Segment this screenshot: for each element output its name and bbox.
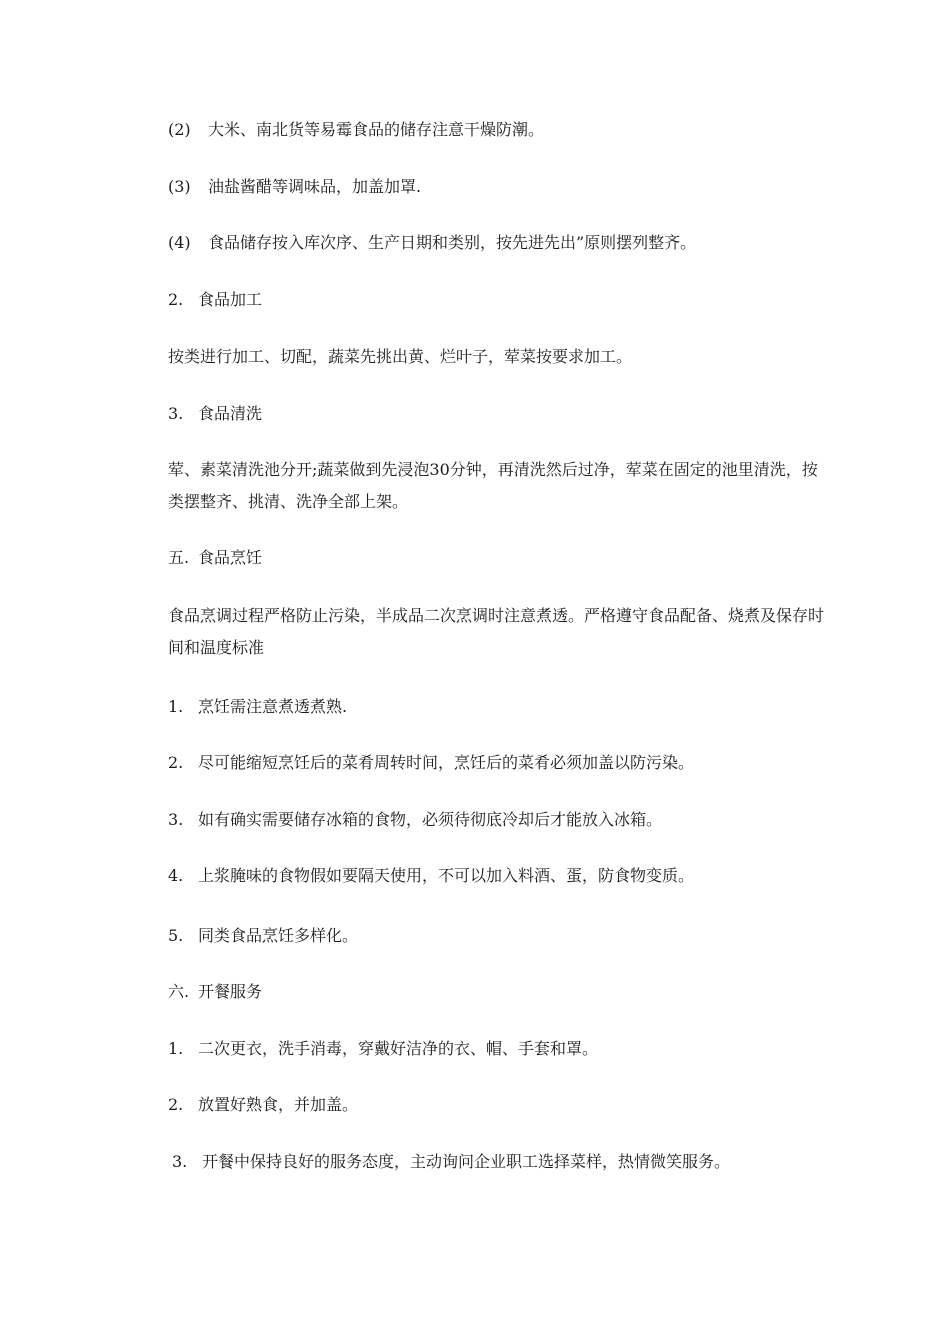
list-item-cooking-2 <box>168 753 828 773</box>
item-number: 五. <box>168 548 190 567</box>
list-item-storage-4 <box>168 233 828 253</box>
item-number: 4. <box>168 866 184 885</box>
section-heading-food-washing <box>168 404 828 424</box>
item-number: (4) <box>168 233 191 252</box>
item-number: 2. <box>168 753 184 772</box>
item-text: 食品加工 <box>198 290 263 309</box>
item-number: 1. <box>168 1039 184 1058</box>
item-text: 开餐服务 <box>198 982 263 1001</box>
item-text: 烹饪需注意煮透煮熟. <box>198 697 348 716</box>
section-heading-meal-service <box>168 982 828 1002</box>
item-number: 3. <box>168 404 184 423</box>
list-item-service-2 <box>168 1095 828 1115</box>
item-text: 食品清洗 <box>198 404 263 423</box>
paragraph-cooking <box>108 600 828 664</box>
paragraph-food-washing <box>108 454 828 518</box>
item-text: 食品储存按入库次序、生产日期和类别，按先进先出”原则摆列整齐。 <box>208 233 697 252</box>
item-text: 二次更衣，洗手消毒，穿戴好洁净的衣、帽、手套和罩。 <box>198 1039 599 1058</box>
paragraph-text: 食品烹调过程严格防止污染，半成品二次烹调时注意煮透。严格遵守食品配备、烧煮及保存时间和温度标准 <box>168 606 825 657</box>
item-text: 放置好熟食，并加盖。 <box>198 1095 359 1114</box>
item-number: 2. <box>168 1095 184 1114</box>
list-item-storage-3 <box>168 177 828 197</box>
item-text: 食品烹饪 <box>198 548 263 567</box>
item-number: 六. <box>168 982 190 1001</box>
list-item-cooking-1 <box>168 697 828 717</box>
item-number: 5. <box>168 926 184 945</box>
section-heading-food-processing <box>168 290 828 310</box>
item-number: 2. <box>168 290 184 309</box>
list-item-cooking-3 <box>168 810 828 830</box>
item-number: 3. <box>172 1152 188 1171</box>
section-heading-cooking <box>168 548 828 568</box>
item-number: (2) <box>168 120 191 139</box>
item-text: 如有确实需要储存冰箱的食物，必须待彻底冷却后才能放入冰箱。 <box>198 810 663 829</box>
paragraph-text: 按类进行加工、切配，蔬菜先挑出黄、烂叶子，荤菜按要求加工。 <box>168 347 633 366</box>
paragraph-food-processing <box>168 347 828 367</box>
list-item-storage-2 <box>168 120 828 140</box>
item-text: 上浆腌味的食物假如要隔天使用，不可以加入料酒、蛋，防食物变质。 <box>198 866 695 885</box>
item-number: 1. <box>168 697 184 716</box>
list-item-service-3 <box>172 1152 832 1172</box>
list-item-cooking-4 <box>168 866 828 886</box>
paragraph-text: 荤、素菜清洗池分开;蔬菜做到先浸泡30分钟，再清洗然后过净，荤菜在固定的池里清洗，按类摆整齐、挑清、洗净全部上架。 <box>168 460 818 511</box>
item-text: 开餐中保持良好的服务态度，主动询问企业职工选择菜样，热情微笑服务。 <box>202 1152 731 1171</box>
list-item-cooking-5 <box>168 926 828 946</box>
item-number: (3) <box>168 177 191 196</box>
item-text: 同类食品烹饪多样化。 <box>198 926 359 945</box>
item-text: 油盐酱醋等调味品，加盖加罩. <box>208 177 422 196</box>
item-text: 大米、南北货等易霉食品的储存注意干燥防潮。 <box>208 120 545 139</box>
item-number: 3. <box>168 810 184 829</box>
list-item-service-1 <box>168 1039 828 1059</box>
item-text: 尽可能缩短烹饪后的菜肴周转时间，烹饪后的菜肴必须加盖以防污染。 <box>198 753 695 772</box>
